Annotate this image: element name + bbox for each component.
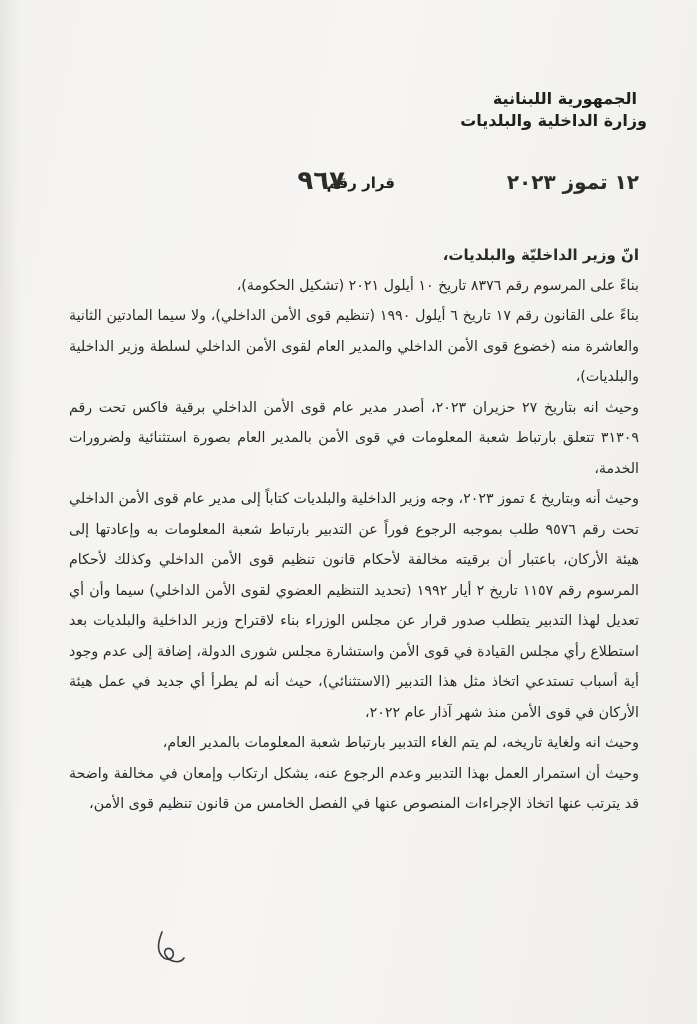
decision-number: ٩٦٧: [297, 166, 345, 196]
decision-row: [0, 166, 697, 204]
paragraph-decree: بناءً على المرسوم رقم ٨٣٧٦ تاريخ ١٠ أيلول ٢٠٢١ (تشكيل الحكومة)،: [236, 277, 639, 294]
paragraph-law: بناءً على القانون رقم ١٧ تاريخ ٦ أيلول ١٩٩٠ (تنظيم قوى الأمن الداخلي)، ولا سيما المادتين الثانية والعاشرة منه (خضوع قوى الأمن الداخلي والمدير العام لقوى الأمن الداخلي لسلطة وزير الداخلية والبلديات)،: [69, 308, 640, 385]
letterhead: [460, 88, 647, 132]
page-edge-shadow: [0, 0, 20, 1024]
signature-mark: [152, 928, 188, 968]
decision-label: قرار رقم: [326, 174, 395, 192]
paragraph-not-cancelled: وحيث انه ولغاية تاريخه، لم يتم الغاء التدبير بارتباط شعبة المعلومات بالمدير العام،: [162, 735, 639, 751]
header-ministry: وزارة الداخلية والبلديات: [460, 111, 647, 130]
paragraph-violation: وحيث أن استمرار العمل بهذا التدبير وعدم الرجوع عنه، يشكل ارتكاب وإمعان في مخالفة واضحة قد يترتب عنها اتخاذ الإجراءات المنصوص عنها في الفصل الخامس من قانون تنظيم قوى الأمن،: [69, 765, 639, 812]
decision-date: ١٢ تموز ٢٠٢٣: [506, 170, 639, 194]
paragraph-telegram: وحيث انه بتاريخ ٢٧ حزيران ٢٠٢٣، أصدر مدير عام قوى الأمن الداخلي برقية فاكس تحت رقم ٣١٣٠٩ تتعلق بارتباط شعبة المعلومات في قوى الأمن بالمدير العام بصورة استثنائية ولضرورات الخدمة،: [69, 399, 639, 477]
header-republic: الجمهورية اللبنانية: [492, 89, 637, 108]
document-body: [69, 240, 639, 820]
minister-line: انّ وزير الداخليّة والبلديات،: [442, 246, 639, 264]
paragraph-letter: وحيث أنه وبتاريخ ٤ تموز ٢٠٢٣، وجه وزير الداخلية والبلديات كتاباً إلى مدير عام قوى الأمن الداخلي تحت رقم ٩٥٧٦ طلب بموجبه الرجوع فوراً عن التدبير بارتباط شعبة المعلومات به وإعادتها إلى هيئة الأركان، باعتبار أن برقيته مخالفة لأحكام قانون تنظيم قوى الأمن الداخلي وكذلك لأحكام المرسوم رقم ١١٥٧ تاريخ ٢ أيار ١٩٩٢ (تحديد التنظيم العضوي لقوى الأمن الداخلي) سيما وأن أي تعديل لهذا التدبير يتطلب صدور قرار عن مجلس الوزراء بناء لاقتراح وزير الداخلية والبلديات بعد استطلاع رأي مجلس القيادة في قوى الأمن واستشارة مجلس شورى الدولة، إضافة إلى عدم وجود أية أسباب تستدعي اتخاذ مثل هذا التدبير (الاستثنائي)، حيث أنه لم يطرأ أي جديد في عمل هيئة الأركان في قوى الأمن منذ شهر آذار عام ٢٠٢٢،: [69, 491, 639, 721]
